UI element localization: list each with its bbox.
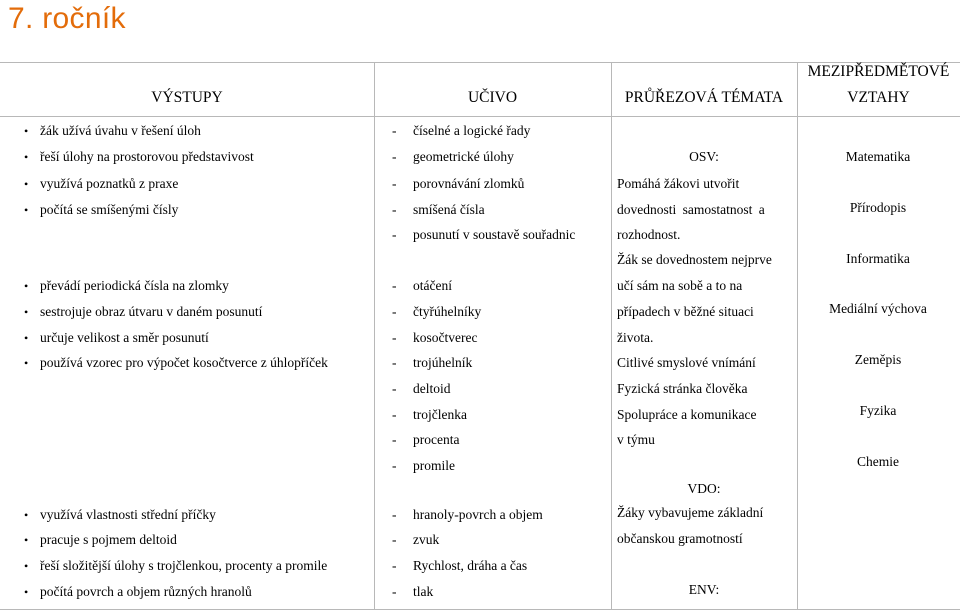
header-bottom-border: [0, 116, 960, 117]
vdo-line: občanskou gramotností: [617, 531, 743, 546]
ucivo-item: - otáčení: [413, 278, 452, 294]
ucivo-item: - posunutí v soustavě souřadnic: [413, 227, 575, 243]
header-mezipredmetove-line1: MEZIPŘEDMĚTOVÉ: [807, 63, 950, 80]
vystup-item: • žák užívá úvahu v řešení úloh: [40, 123, 201, 139]
mezipredmetovy-vztah: Přírodopis: [849, 200, 907, 215]
vystup-item: • počítá se smíšenými čísly: [40, 202, 178, 218]
ucivo-item: - promile: [413, 458, 455, 474]
header-prurezova-temata: PRŮŘEZOVÁ TÉMATA: [624, 89, 784, 106]
vystup-item: • převádí periodická čísla na zlomky: [40, 278, 229, 294]
ucivo-item: - geometrické úlohy: [413, 149, 514, 165]
vystup-item: • využívá poznatků z praxe: [40, 176, 178, 192]
ucivo-item: - kosočtverec: [413, 330, 477, 346]
vystup-item: • určuje velikost a směr posunutí: [40, 330, 209, 346]
mezipredmetovy-vztah: Fyzika: [859, 403, 897, 418]
column-divider-2: [611, 62, 612, 610]
ucivo-item: - trojčlenka: [413, 407, 467, 423]
osv-line: rozhodnost.: [617, 227, 681, 242]
ucivo-item: - zvuk: [413, 532, 439, 548]
vdo-line: Žáky vybavujeme základní: [617, 505, 764, 520]
header-ucivo: UČIVO: [467, 89, 518, 106]
ucivo-item: - čtyřúhelníky: [413, 304, 481, 320]
ucivo-item: - porovnávání zlomků: [413, 176, 524, 192]
osv-line: Žák se dovednostem nejprve: [617, 252, 772, 267]
vystup-item: • pracuje s pojmem deltoid: [40, 532, 177, 548]
ucivo-item: - tlak: [413, 584, 433, 600]
vystup-item: • řeší složitější úlohy s trojčlenkou, procenty a promile: [40, 558, 327, 574]
page-title: 7. ročník: [8, 2, 126, 35]
osv-line: Spolupráce a komunikace: [617, 407, 757, 422]
osv-line: učí sám na sobě a to na: [617, 278, 743, 293]
osv-line: dovednosti samostatnost a: [617, 202, 765, 217]
mezipredmetovy-vztah: Zeměpis: [854, 352, 902, 367]
ucivo-item: - Rychlost, dráha a čas: [413, 558, 527, 574]
osv-line: Fyzická stránka člověka: [617, 381, 748, 396]
header-mezipredmetove-line2: VZTAHY: [847, 89, 910, 106]
osv-line: případech v běžné situaci: [617, 304, 754, 319]
env-heading: ENV:: [688, 582, 720, 597]
header-vystupy: VÝSTUPY: [151, 89, 223, 106]
vystup-item: • řeší úlohy na prostorovou představivost: [40, 149, 254, 165]
ucivo-item: - deltoid: [413, 381, 451, 397]
ucivo-item: - číselné a logické řady: [413, 123, 530, 139]
vdo-heading: VDO:: [687, 481, 721, 496]
osv-line: v týmu: [617, 432, 655, 447]
mezipredmetovy-vztah: Matematika: [845, 149, 911, 164]
vystup-item: • využívá vlastnosti střední příčky: [40, 507, 216, 523]
ucivo-item: - trojúhelník: [413, 355, 472, 371]
vystup-item: • počítá povrch a objem různých hranolů: [40, 584, 252, 600]
mezipredmetovy-vztah: Mediální výchova: [829, 301, 927, 316]
osv-line: Citlivé smyslové vnímání: [617, 355, 756, 370]
mezipredmetovy-vztah: Informatika: [846, 251, 910, 266]
osv-line: Pomáhá žákovi utvořit: [617, 176, 740, 191]
vystup-item: • sestrojuje obraz útvaru v daném posunutí: [40, 304, 262, 320]
ucivo-item: - procenta: [413, 432, 459, 448]
ucivo-item: - hranoly-povrch a objem: [413, 507, 543, 523]
column-divider-3: [797, 62, 798, 610]
column-divider-1: [374, 62, 375, 610]
mezipredmetovy-vztah: Chemie: [857, 454, 899, 469]
table-bottom-border: [0, 609, 960, 610]
osv-line: života.: [617, 330, 654, 345]
vystup-item: • používá vzorec pro výpočet kosočtverce z úhlopříček: [40, 355, 328, 371]
osv-heading: OSV:: [689, 149, 719, 164]
ucivo-item: - smíšená čísla: [413, 202, 485, 218]
